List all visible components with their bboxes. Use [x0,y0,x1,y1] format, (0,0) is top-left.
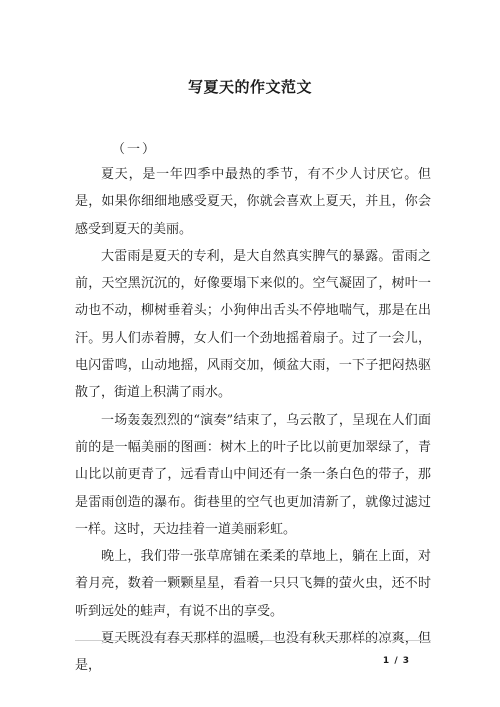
document-body [75,161,431,680]
paragraph: 大雷雨是夏天的专利，是大自然真实脾气的暴露。雷雨之前，天空黑沉沉的，好像要塌下来似的。空气凝固了，树叶一动也不动，柳树垂着头；小狗伸出舌头不停地喘气，那是在出汗。男人们赤着膊，女人们一个劲地摇着扇子。过了一会儿，电闪雷鸣，山动地摇，风雨交加，倾盆大雨，一下子把闷热驱散了，街道上积满了雨水。 [75,248,431,401]
paragraph: 夏天，是一年四季中最热的季节，有不少人讨厌它。但是，如果你细细地感受夏天，你就会喜欢上夏天，并且，你会感受到夏天的美丽。 [75,167,431,237]
footer-divider [75,640,431,641]
document-title: 写夏天的作文范文 [187,78,312,96]
paragraph: 一场轰轰烈烈的“演奏”结束了，乌云散了，呈现在人们面前的是一幅美丽的图画：树木上的叶子比以前更加翠绿了，青山比以前更青了，远看青山中间还有一条一条白色的带子，那是雷雨创造的瀑布。街巷里的空气也更加清新了，就像过滤过一样。这时，天边挂着一道美丽彩虹。 [75,412,431,537]
paragraph: 夏天既没有春天那样的温暖，也没有秋天那样的凉爽，但是， [75,631,431,674]
page-number: 1 / 3 [382,656,410,666]
section-label: （一） [112,142,158,157]
paragraph: 晚上，我们带一张草席铺在柔柔的草地上，躺在上面，对着月亮，数着一颗颗星星，看着一只只飞舞的萤火虫，还不时听到远处的蛙声，有说不出的享受。 [75,549,431,619]
